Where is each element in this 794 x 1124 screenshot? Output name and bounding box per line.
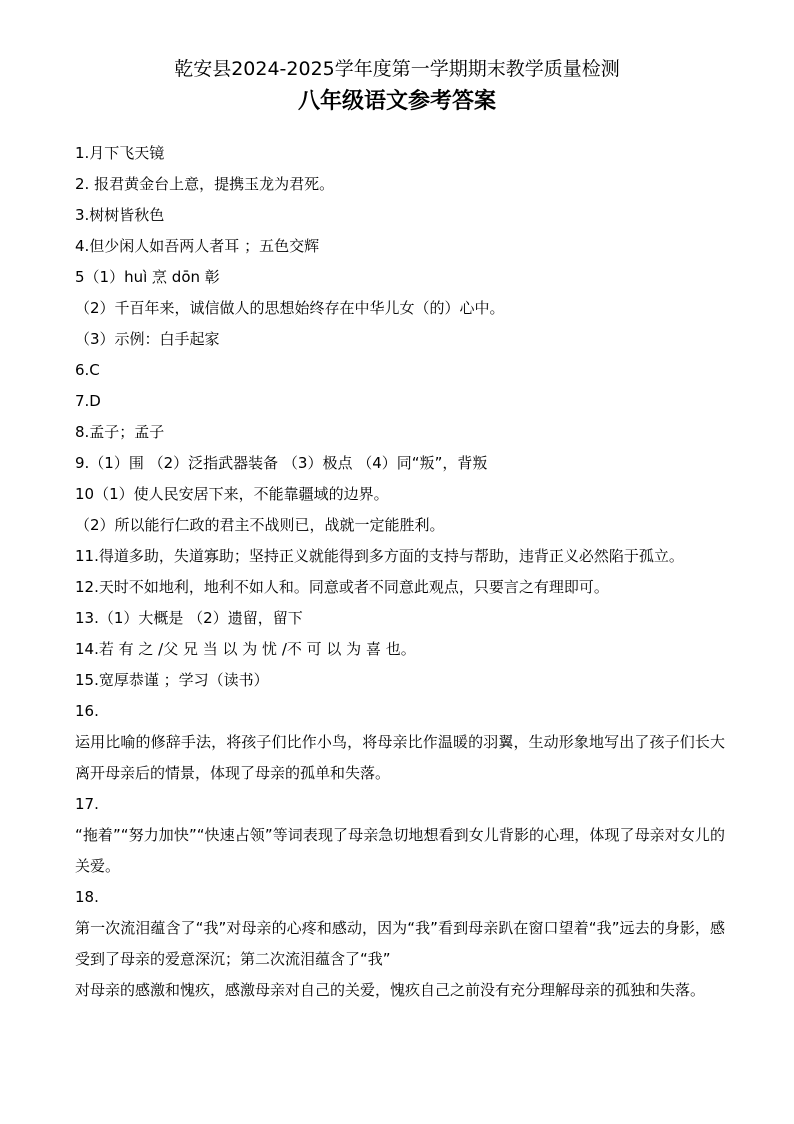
answer-4: 4.但少闲人如吾两人者耳 ；五色交辉 (75, 237, 320, 255)
answer-list (75, 138, 725, 1006)
answer-5-part-1: 5（1）huì 烹 dōn 彰 (75, 268, 220, 286)
answer-3: 3.树树皆秋色 (75, 206, 165, 224)
answer-5-part-3: （3）示例：白手起家 (75, 330, 220, 348)
answer-18-text-1: 第一次流泪蕴含了“我”对母亲的心疼和感动，因为“我”看到母亲趴在窗口望着“我”远去的身影，感受到了母亲的爱意深沉；第二次流泪蕴含了“我” (75, 919, 725, 968)
exam-title: 乾安县2024-2025学年度第一学期期末教学质量检测 (174, 58, 620, 80)
answer-11: 11.得道多助，失道寡助；坚持正义就能得到多方面的支持与帮助，违背正义必然陷于孤立。 (75, 547, 684, 565)
answer-5-part-2: （2）千百年来，诚信做人的思想始终存在中华儿女（的）心中。 (75, 299, 505, 317)
answer-9: 9.（1）围 （2）泛指武器装备 （3）极点 （4）同“叛”，背叛 (75, 454, 488, 472)
answer-18-number: 18. (75, 888, 99, 906)
answer-13: 13.（1）大概是 （2）遗留，留下 (75, 609, 303, 627)
answer-12: 12.天时不如地利，地利不如人和。同意或者不同意此观点，只要言之有理即可。 (75, 578, 609, 596)
answer-8: 8.孟子；孟子 (75, 423, 165, 441)
answer-10-part-2: （2）所以能行仁政的君主不战则已，战就一定能胜利。 (75, 516, 445, 534)
answer-10-part-1: 10（1）使人民安居下来，不能靠疆域的边界。 (75, 485, 389, 503)
answer-16-number: 16. (75, 702, 99, 720)
answer-2: 2. 报君黄金台上意，提携玉龙为君死。 (75, 175, 335, 193)
answer-16-text: 运用比喻的修辞手法，将孩子们比作小鸟，将母亲比作温暖的羽翼，生动形象地写出了孩子们长大离开母亲后的情景，体现了母亲的孤单和失落。 (75, 733, 725, 782)
answer-14: 14.若 有 之 /父 兄 当 以 为 忧 /不 可 以 为 喜 也。 (75, 640, 416, 658)
answer-1: 1.月下飞天镜 (75, 144, 165, 162)
answer-17-text: “拖着”“努力加快”“快速占领”等词表现了母亲急切地想看到女儿背影的心理，体现了母亲对女儿的关爱。 (75, 826, 725, 875)
answer-key-subtitle: 八年级语文参考答案 (297, 88, 496, 114)
answer-7: 7.D (75, 392, 101, 410)
answer-17-number: 17. (75, 795, 99, 813)
answer-6: 6.C (75, 361, 100, 379)
answer-18-text-2: 对母亲的感激和愧疚，感激母亲对自己的关爱，愧疚自己之前没有充分理解母亲的孤独和失落。 (75, 981, 706, 999)
answer-15: 15.宽厚恭谨 ；学习（读书） (75, 671, 269, 689)
